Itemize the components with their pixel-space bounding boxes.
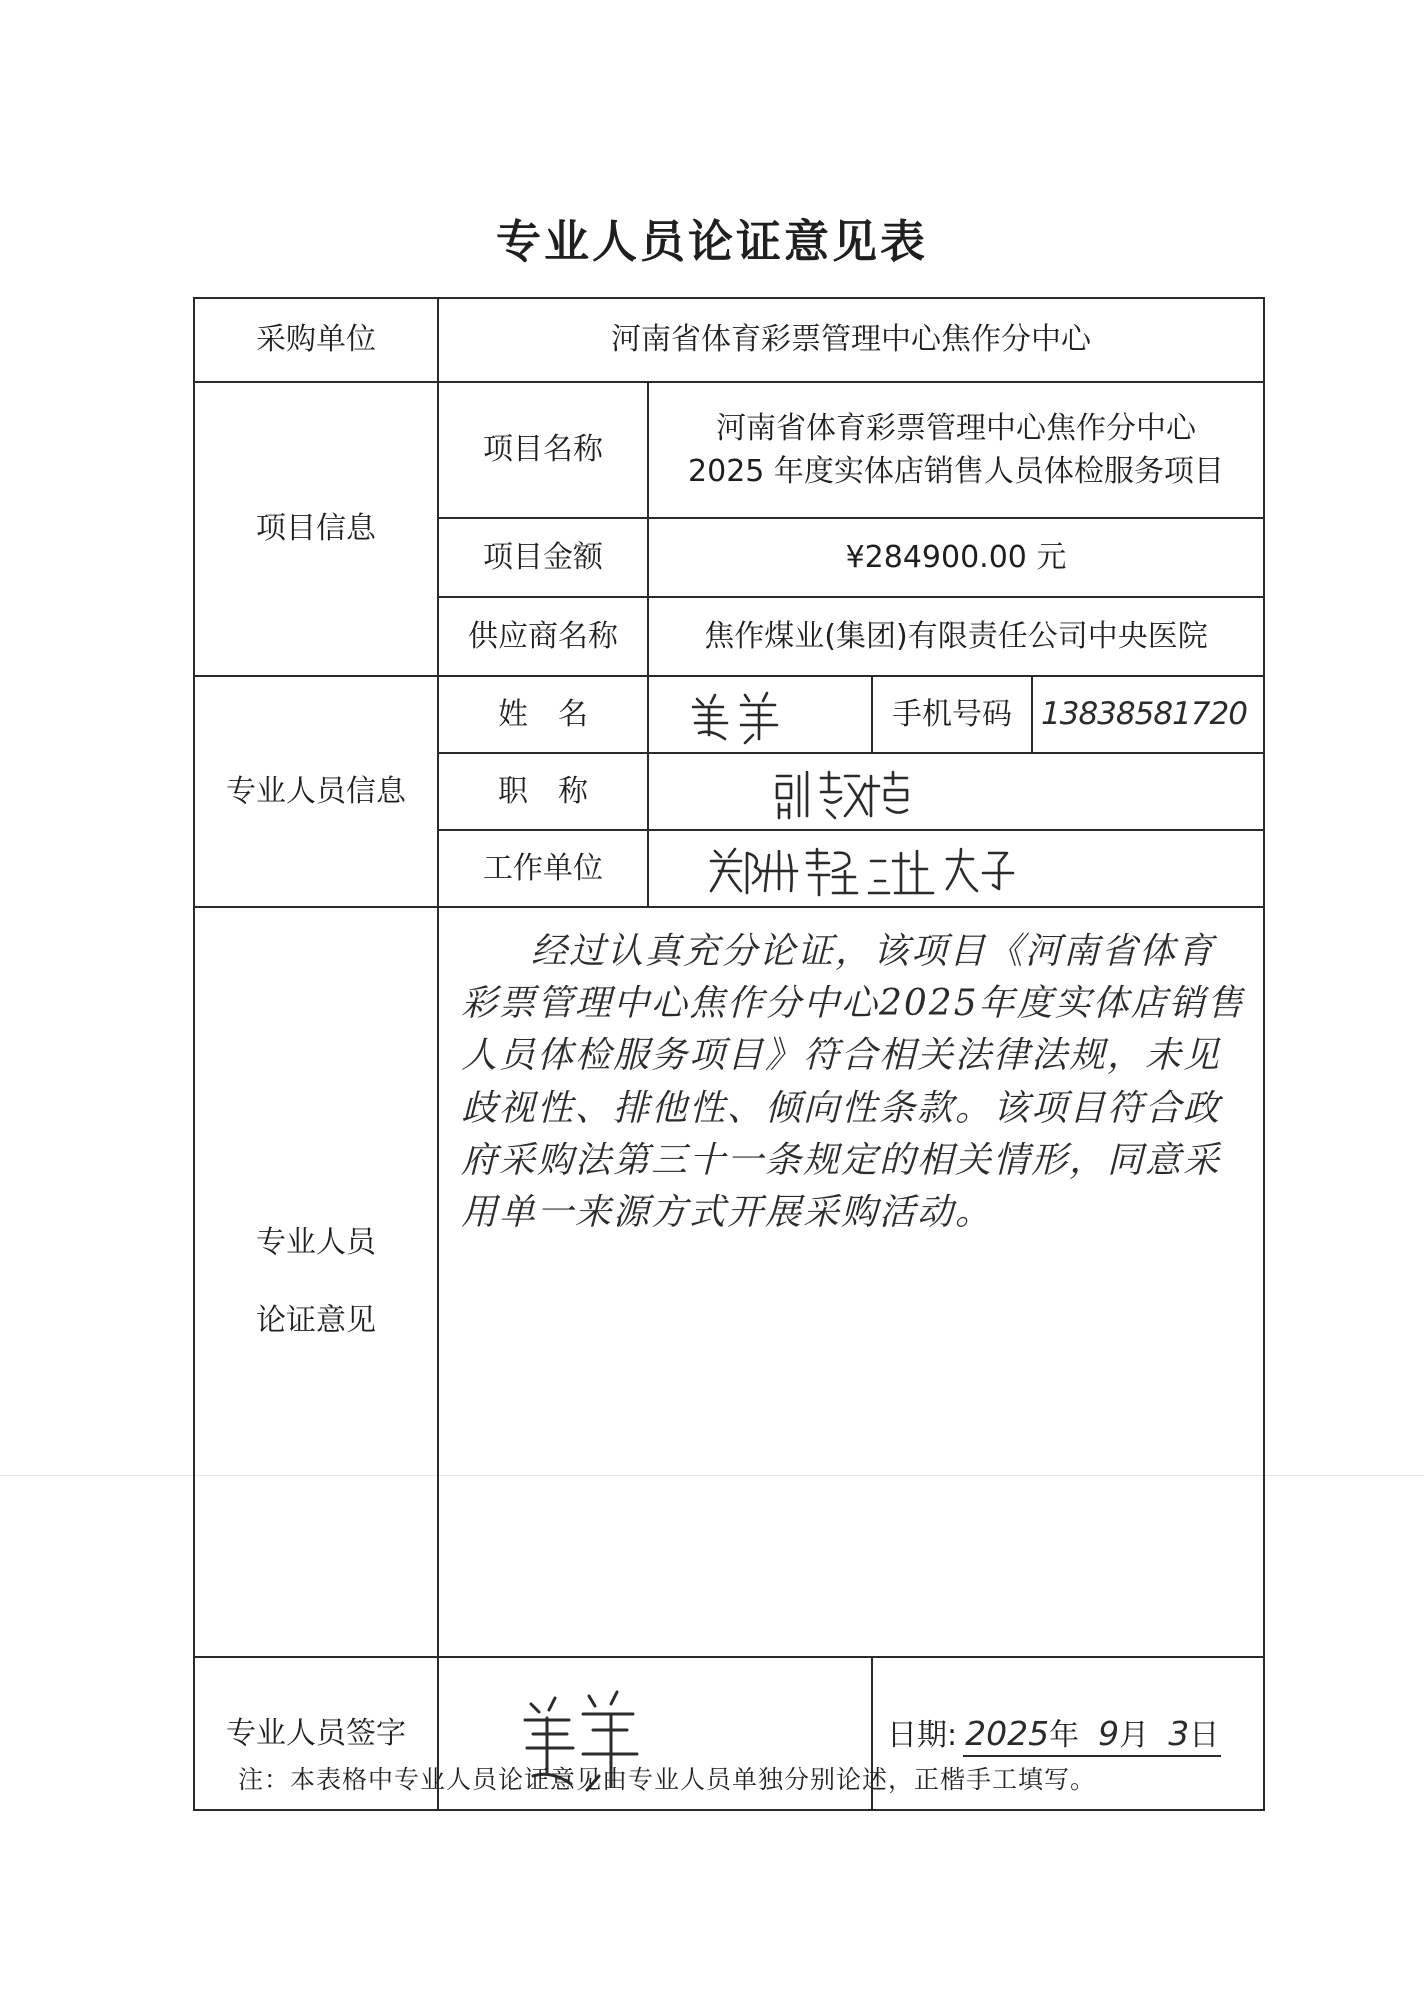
footnote: 注：本表格中专业人员论证意见由专业人员单独分别论述，正楷手工填写。 — [238, 1765, 1097, 1794]
expert-workunit-handwriting — [648, 830, 1264, 907]
expert-title-strokes — [649, 754, 1265, 829]
supplier-label: 供应商名称 — [438, 597, 648, 676]
project-name-line1: 河南省体育彩票管理中心焦作分中心 — [716, 410, 1196, 446]
form-title: 专业人员论证意见表 — [495, 215, 928, 268]
date-year-unit: 年 — [1049, 1717, 1080, 1753]
date-day: 3 — [1168, 1713, 1190, 1753]
opinion-handwritten-text: 经过认真充分论证，该项目《河南省体育彩票管理中心焦作分中心2025年度实体店销售人员体检服务项目》符合相关法律法规，未见歧视性、排他性、倾向性条款。该项目符合政府采购法第三十一条规定的相关情形，同意采用单一来源方式开展采购活动。 — [461, 931, 1245, 1233]
opinion-label — [194, 907, 438, 1657]
project-name-value — [648, 382, 1264, 518]
row-purchaser — [194, 298, 1264, 382]
date-value — [963, 1713, 1221, 1757]
opinion-text-cell — [438, 907, 1264, 1657]
date-day-unit: 日 — [1189, 1717, 1220, 1753]
project-info-label: 项目信息 — [194, 382, 438, 676]
date-month-unit: 月 — [1119, 1717, 1150, 1753]
expert-title-handwriting — [648, 753, 1264, 830]
date-year: 2025 — [965, 1713, 1050, 1753]
project-amount-value: ¥284900.00 元 — [648, 518, 1264, 597]
expert-info-label: 专业人员信息 — [194, 676, 438, 907]
row-opinion — [194, 907, 1264, 1657]
expert-workunit-label: 工作单位 — [438, 830, 648, 907]
project-name-label: 项目名称 — [438, 382, 648, 518]
expert-opinion-form — [193, 297, 1265, 1811]
expert-name-signature-strokes — [649, 677, 873, 752]
purchaser-label: 采购单位 — [194, 298, 438, 382]
supplier-value: 焦作煤业(集团)有限责任公司中央医院 — [648, 597, 1264, 676]
expert-name-label: 姓 名 — [438, 676, 648, 753]
row-project-name — [194, 382, 1264, 518]
date-label: 日期: — [887, 1717, 958, 1753]
project-name-line2: 2025 年度实体店销售人员体检服务项目 — [688, 454, 1224, 489]
expert-name-handwriting — [648, 676, 872, 753]
signature-label: 专业人员签字 — [194, 1657, 438, 1810]
purchaser-value: 河南省体育彩票管理中心焦作分中心 — [438, 298, 1264, 382]
project-amount-label: 项目金额 — [438, 518, 648, 597]
opinion-label-line1: 专业人员 — [256, 1225, 376, 1260]
expert-workunit-strokes — [649, 831, 1265, 906]
expert-phone-label: 手机号码 — [872, 676, 1032, 753]
opinion-label-line2: 论证意见 — [256, 1303, 376, 1338]
expert-phone-value: 13838581720 — [1032, 676, 1264, 753]
expert-title-label: 职 称 — [438, 753, 648, 830]
row-expert-name — [194, 676, 1264, 753]
date-month: 9 — [1098, 1713, 1120, 1753]
